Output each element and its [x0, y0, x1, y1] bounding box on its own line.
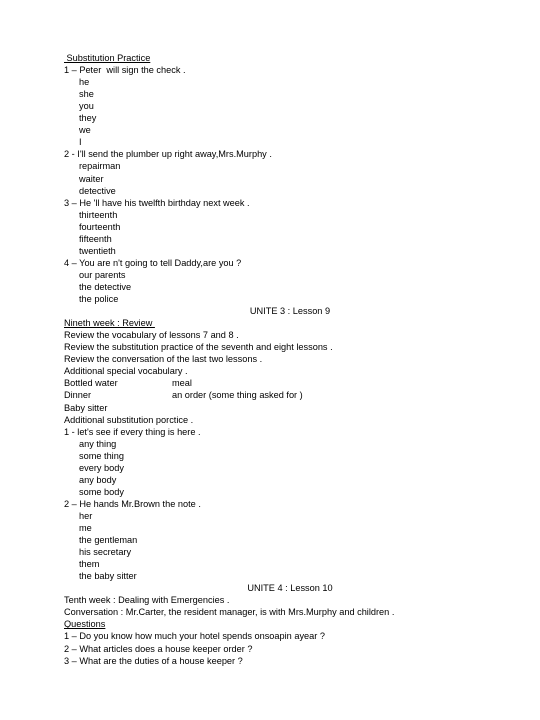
substitution-item [79, 510, 92, 522]
text-line [64, 317, 155, 329]
line-text: some thing [79, 450, 124, 461]
substitution-item [79, 209, 117, 221]
line-text: Nineth week : Review [64, 318, 155, 329]
line-text: any thing [79, 438, 117, 449]
substitution-item [79, 546, 131, 558]
line-text: the baby sitter [79, 571, 137, 582]
section-heading [0, 305, 540, 317]
text-line [64, 414, 193, 426]
definition-text: meal [172, 378, 192, 389]
line-text: Conversation : Mr.Carter, the resident manager, is with Mrs.Murphy and children . [64, 607, 395, 618]
substitution-item [79, 281, 131, 293]
substitution-item [79, 462, 124, 474]
line-text: Tenth week : Dealing with Emergencies . [64, 595, 230, 606]
substitution-item [79, 245, 116, 257]
line-text: some body [79, 486, 124, 497]
line-text: she [79, 89, 94, 100]
text-line [64, 341, 333, 353]
substitution-item [79, 160, 120, 172]
line-text: the gentleman [79, 535, 138, 545]
text-line [64, 329, 239, 341]
substitution-item [79, 534, 137, 546]
substitution-item [79, 100, 94, 112]
substitution-item [79, 486, 124, 498]
text-line [64, 52, 150, 64]
line-text: Review the substitution practice of the seventh and eight lessons . [64, 342, 333, 353]
line-text: Additional special vocabulary . [64, 366, 188, 377]
line-text: repairman [79, 161, 121, 172]
text-line [64, 606, 394, 618]
text-line [64, 377, 192, 389]
text-line [64, 630, 325, 642]
line-text: 1 – Do you know how much your hotel spends onsoapin ayear ? [64, 631, 325, 642]
line-text: Review the conversation of the last two lessons . [64, 354, 263, 365]
text-line [64, 618, 105, 630]
substitution-item [79, 173, 104, 185]
line-text: fifteenth [79, 233, 112, 244]
line-text: 2 – He hands Mr.Brown the note . [64, 498, 201, 509]
substitution-item [79, 474, 116, 486]
substitution-item [79, 558, 99, 570]
line-text: Substitution Practice [64, 53, 151, 63]
line-text: we [79, 125, 91, 136]
substitution-item [79, 233, 112, 245]
substitution-item [79, 269, 125, 281]
line-text: fourteenth [79, 221, 121, 232]
line-text: UNITE 3 : Lesson 9 [249, 306, 331, 317]
definition-text: an order (some thing asked for ) [172, 390, 303, 401]
line-text: 3 – He 'll have his twelfth birthday next week . [64, 197, 250, 208]
line-text: his secretary [79, 547, 132, 557]
substitution-item [79, 221, 120, 233]
line-text: every body [79, 462, 124, 473]
line-text: 3 – What are the duties of a house keeper ? [64, 655, 243, 666]
text-line [64, 148, 272, 160]
substitution-item [79, 450, 124, 462]
text-line [64, 64, 186, 76]
text-line [64, 498, 201, 510]
line-text: 4 – You are n't going to tell Daddy,are you ? [64, 257, 242, 268]
text-line [64, 426, 201, 438]
text-line [64, 197, 250, 209]
substitution-item [79, 185, 116, 197]
line-text: twentieth [79, 245, 116, 256]
line-text: our parents [79, 269, 126, 280]
substitution-item [79, 124, 91, 136]
line-text: waiter [79, 173, 104, 184]
line-text: any body [79, 474, 117, 485]
line-text: the police [79, 294, 119, 304]
line-text: them [79, 559, 100, 570]
line-text: I [79, 137, 82, 148]
line-text: 2 – What articles does a house keeper order ? [64, 643, 253, 654]
substitution-item [79, 76, 89, 88]
line-text: 1 – Peter will sign the check . [64, 65, 186, 75]
line-text: UNITE 4 : Lesson 10 [247, 583, 333, 594]
text-line [64, 655, 243, 667]
text-line [64, 643, 252, 655]
line-text: thirteenth [79, 209, 118, 220]
substitution-item [79, 570, 137, 582]
text-line [64, 594, 229, 606]
substitution-item [79, 293, 118, 305]
substitution-item [79, 136, 82, 148]
substitution-item [79, 438, 116, 450]
substitution-item [79, 88, 94, 100]
substitution-item [79, 522, 92, 534]
line-text: detective [79, 185, 116, 196]
substitution-item [79, 112, 96, 124]
line-text: Questions [64, 619, 106, 630]
line-text: you [79, 101, 94, 112]
text-line [64, 365, 188, 377]
text-line [64, 402, 107, 414]
line-text: Baby sitter [64, 402, 108, 413]
line-text: Bottled water [64, 378, 118, 389]
line-text: me [79, 523, 92, 533]
line-text: they [79, 113, 97, 124]
line-text: 2 - I'll send the plumber up right away,Mrs.Murphy . [64, 149, 272, 160]
text-line [64, 353, 262, 365]
section-heading [0, 582, 540, 594]
line-text: 1 - let's see if every thing is here . [64, 426, 201, 437]
line-text: her [79, 510, 93, 521]
line-text: he [79, 77, 90, 88]
line-text: Dinner [64, 390, 92, 401]
line-text: the detective [79, 282, 132, 292]
text-line [64, 257, 241, 269]
text-line [64, 389, 303, 401]
line-text: Review the vocabulary of lessons 7 and 8 . [64, 330, 239, 341]
line-text: Additional substitution porctice . [64, 414, 194, 425]
